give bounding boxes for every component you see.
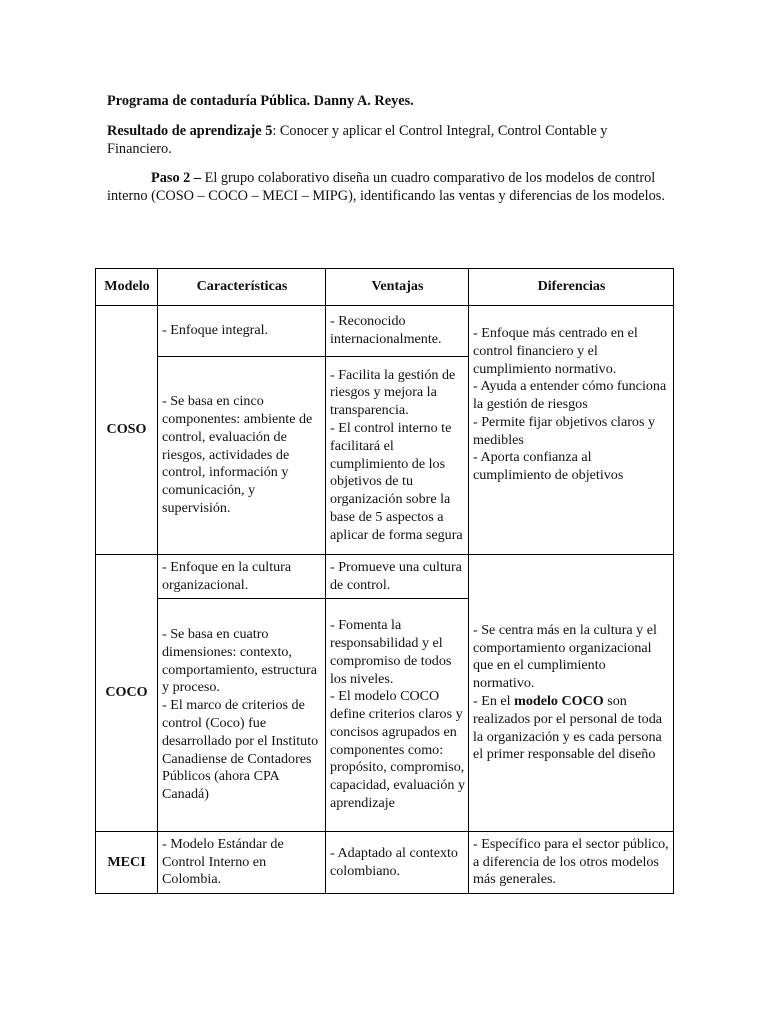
coco-differences: [469, 555, 674, 832]
model-coco: COCO: [96, 555, 158, 832]
meci-characteristic: - Modelo Estándar de Control Interno en Colombia.: [158, 832, 326, 894]
header-caracteristicas: Características: [158, 269, 326, 306]
learning-outcome: [107, 122, 667, 158]
table-row: [96, 555, 674, 599]
coso-advantage-2b: - El control interno te facilitará el cumplimiento de los objetivos de tu organización sobre la base de 5 aspectos a aplicar de forma segura: [330, 419, 463, 543]
coco-characteristic-1: - Enfoque en la cultura organizacional.: [158, 555, 326, 599]
header-modelo: Modelo: [96, 269, 158, 306]
coco-characteristic-2: [158, 599, 326, 832]
coso-advantage-1: - Reconocido internacionalmente.: [326, 306, 469, 357]
coso-advantage-2: [326, 357, 469, 555]
coso-differences: [469, 306, 674, 555]
meci-advantage: - Adaptado al contexto colombiano.: [326, 832, 469, 894]
model-meci: MECI: [96, 832, 158, 894]
coco-advantage-2c: propósito, compromiso, capacidad, evaluación y aprendizaje: [330, 759, 465, 812]
table-row: [96, 832, 674, 894]
coco-difference-1: - Se centra más en la cultura y el comportamiento organizacional que en el cumplimiento normativo.: [473, 621, 657, 692]
coco-difference-2-text: son realizados por el personal de toda la organización y es cada persona el primer responsable del diseño: [473, 693, 663, 763]
learning-outcome-text: : Conocer y aplicar el Control Integral, Control Contable y Financiero.: [107, 123, 608, 157]
document-header: [107, 92, 667, 205]
coco-difference-2: [473, 693, 670, 764]
coco-characteristic-2a: - Se basa en cuatro dimensiones: contexto, comportamiento, estructura y proceso.: [162, 626, 317, 696]
header-ventajas: Ventajas: [326, 269, 469, 306]
table-header-row: [96, 269, 674, 306]
step-description: [107, 169, 667, 205]
learning-outcome-label: Resultado de aprendizaje 5: [107, 123, 273, 139]
coco-difference-2-bold: modelo COCO: [514, 693, 604, 709]
coco-advantage-2b: - El modelo COCO define criterios claros y concisos agrupados en componentes como:: [330, 688, 463, 758]
coco-advantage-2a: - Fomenta la responsabilidad y el compromiso de todos los niveles.: [330, 617, 452, 687]
table-row: [96, 306, 674, 357]
header-diferencias: Diferencias: [469, 269, 674, 306]
coso-difference: - Enfoque más centrado en el control financiero y el cumplimiento normativo.: [473, 324, 638, 377]
coso-difference: - Ayuda a entender cómo funciona la gestión de riesgos: [473, 378, 667, 413]
coso-difference: - Permite fijar objetivos claros y medibles: [473, 413, 655, 448]
comparison-table: [95, 268, 674, 894]
step-label: Paso 2 –: [151, 170, 202, 186]
coco-advantage-2: [326, 599, 469, 832]
coco-characteristic-2b: - El marco de criterios de control (Coco) fue desarrollado por el Instituto Canadiense de Contadores Públicos (ahora CPA Canadá): [162, 697, 319, 803]
coso-difference: - Aporta confianza al cumplimiento de objetivos: [473, 449, 624, 484]
coso-characteristic-1: - Enfoque integral.: [158, 306, 326, 357]
model-coso: COSO: [96, 306, 158, 555]
step-text: El grupo colaborativo diseña un cuadro comparativo de los modelos de control interno (COSO – COCO – MECI – MIPG), identificando las ventas y diferencias de los modelos.: [107, 170, 665, 204]
coso-advantage-2a: - Facilita la gestión de riesgos y mejora la transparencia.: [330, 366, 456, 419]
coso-characteristic-2: - Se basa en cinco componentes: ambiente de control, evaluación de riesgos, actividades de control, información y comunicación, y supervisión.: [158, 357, 326, 555]
coco-difference-2-prefix: - En el: [473, 693, 515, 709]
coco-advantage-1: - Promueve una cultura de control.: [326, 555, 469, 599]
document-title: Programa de contaduría Pública. Danny A. Reyes.: [107, 93, 414, 109]
meci-difference: - Específico para el sector público, a diferencia de los otros modelos más generales.: [469, 832, 674, 894]
